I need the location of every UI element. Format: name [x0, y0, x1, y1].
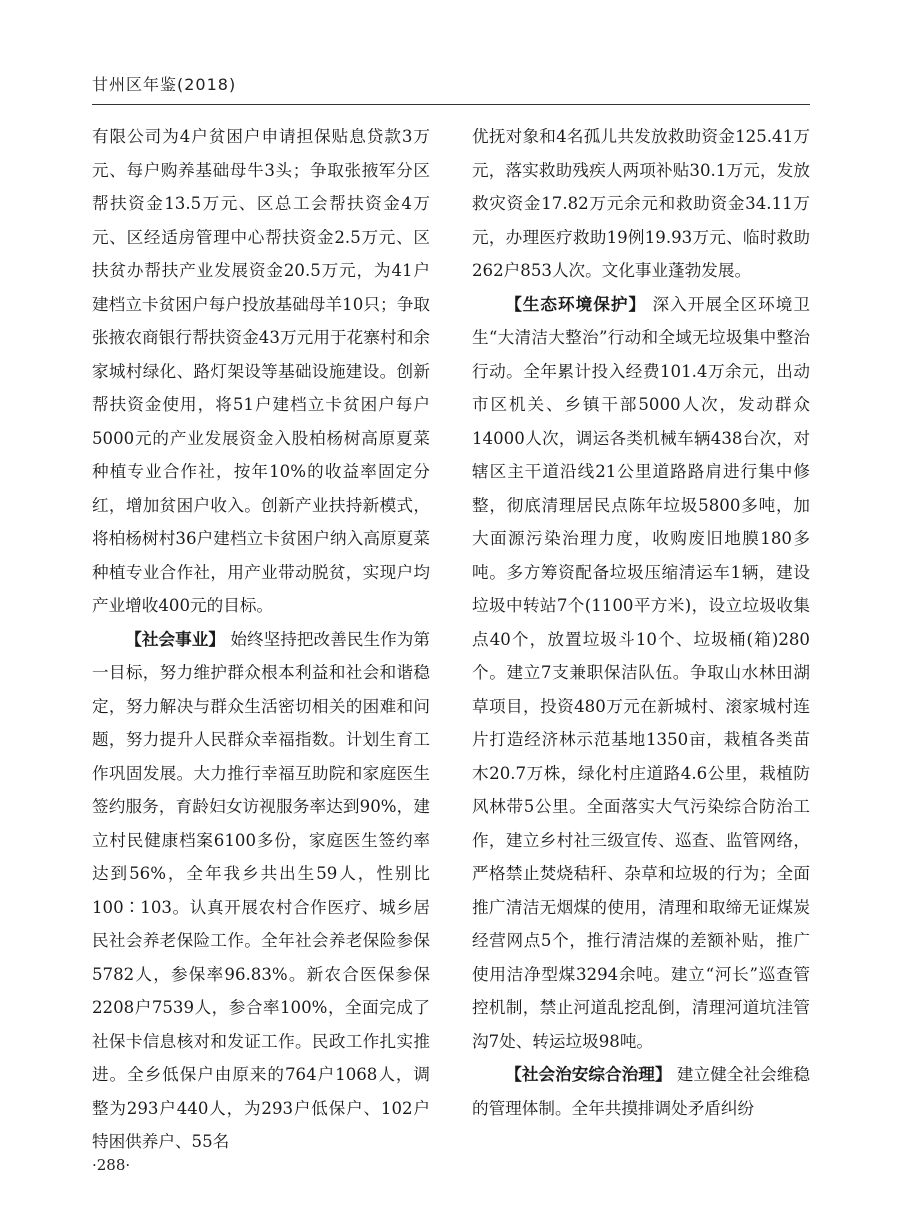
section-body: 深入开展全区环境卫生“大清洁大整治”行动和全域无垃圾集中整治行动。全年累计投入经费101.4万余元，出动市区机关、乡镇干部5000人次，发动群众14000人次，调运各类机械车辆438台次，对辖区主干道沿线21公里道路路肩进行集中修整，彻底清理居民点陈年垃圾5800多吨，加大面源污染治理力度，收购废旧地膜180多吨。多方筹资配备垃圾压缩清运车1辆，建设垃圾中转站7个(1100平方米)，设立垃圾收集点40个，放置垃圾斗10个、垃圾桶(箱)280个。建立7支兼职保洁队伍。争取山水林田湖草项目，投资480万元在新城村、滚家城村连片打造经济林示范基地1350亩，栽植各类苗木20.7万株，绿化村庄道路4.6公里，栽植防风林带5公里。全面落实大气污染综合防治工作，建立乡村社三级宣传、巡查、监管网络，严格禁止焚烧秸秆、杂草和垃圾的行为；全面推广清洁无烟煤的使用，清理和取缔无证煤炭经营网点5个，推行清洁煤的差额补贴，推广使用洁净型煤3294余吨。建立“河长”巡查管控机制，禁止河道乱挖乱倒，清理河道坑洼管沟7处、转运垃圾98吨。: [472, 294, 811, 1051]
left-column: [92, 120, 430, 1159]
section-social-affairs: [92, 623, 430, 1159]
section-title: 【社会事业】: [125, 629, 226, 649]
page-number: ·288·: [92, 1156, 131, 1174]
running-title: 甘州区年鉴(2018): [92, 75, 237, 94]
right-column: [472, 120, 810, 1125]
section-title: 【社会治安综合治理】: [505, 1065, 672, 1084]
section-title: 【生态环境保护】: [505, 294, 647, 314]
section-ecology: [472, 288, 810, 1059]
section-body: 始终坚持把改善民生作为第一目标，努力维护群众根本利益和社会和谐稳定，努力解决与群众生活密切相关的困难和问题，努力提升人民群众幸福指数。计划生育工作巩固发展。大力推行幸福互助院和家庭医生签约服务，育龄妇女访视服务率达到90%，建立村民健康档案6100多份，家庭医生签约率达到56%，全年我乡共出生59人，性别比100∶103。认真开展农村合作医疗、城乡居民社会养老保险工作。全年社会养老保险参保5782人，参保率96.83%。新农合医保参保2208户7539人，参合率100%，全面完成了社保卡信息核对和发证工作。民政工作扎实推进。全乡低保户由原来的764户1068人，调整为293户440人，为293户低保户、102户特困供养户、55名: [92, 629, 430, 1151]
header-rule: [92, 104, 810, 105]
continued-paragraph: 有限公司为4户贫困户申请担保贴息贷款3万元、每户购养基础母牛3头；争取张掖军分区帮扶资金13.5万元、区总工会帮扶资金4万元、区经适房管理中心帮扶资金2.5万元、区扶贫办帮扶产业发展资金20.5万元，为41户建档立卡贫困户每户投放基础母羊10只；争取张掖农商银行帮扶资金43万元用于花寨村和余家城村绿化、路灯架设等基础设施建设。创新帮扶资金使用，将51户建档立卡贫困户每户5000元的产业发展资金入股柏杨树高原夏菜种植专业合作社，按年10%的收益率固定分红，增加贫困户收入。创新产业扶持新模式，将柏杨树村36户建档立卡贫困户纳入高原夏菜种植专业合作社，用产业带动脱贫，实现户均产业增收400元的目标。: [92, 127, 430, 615]
section-public-security: [472, 1058, 810, 1125]
section-body: 建立健全社会维稳的管理体制。全年共摸排调处矛盾纠纷: [472, 1065, 810, 1118]
continued-paragraph: 优抚对象和4名孤儿共发放救助资金125.41万元，落实救助残疾人两项补贴30.1万元，发放救灾资金17.82万元余元和救助资金34.11万元，办理医疗救助19例19.93万元、临时救助262户853人次。文化事业蓬勃发展。: [472, 127, 810, 280]
